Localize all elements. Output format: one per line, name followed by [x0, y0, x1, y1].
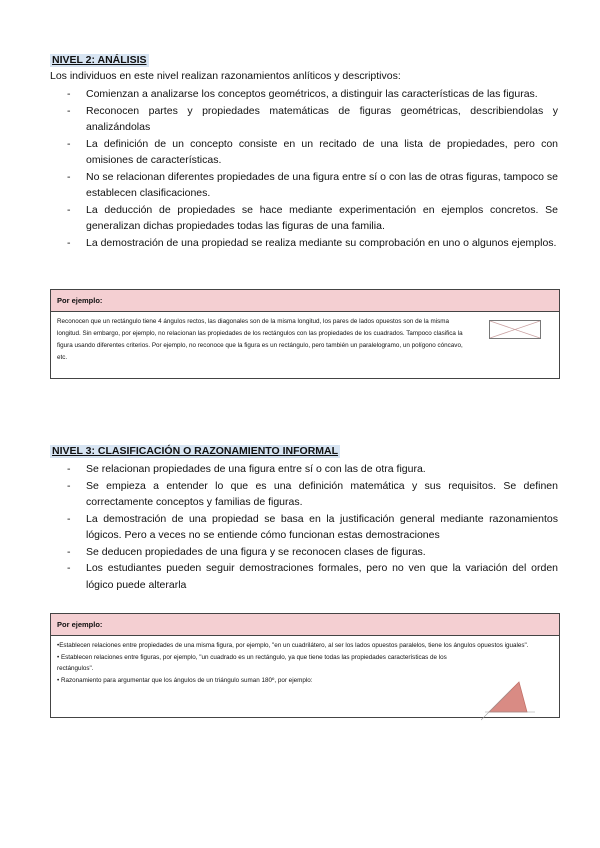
example-line: • Establecen relaciones entre figuras, por ejemplo, "un cuadrado es un rectángulo, ya que tiene todas las propiedades características de los rectángulos".	[57, 654, 447, 672]
list-item: - La demostración de una propiedad se realiza mediante su comprobación en uno o algunos ejemplos.	[67, 236, 557, 249]
triangle-diagram	[481, 676, 537, 722]
list-item: - La definición de un concepto consiste en un recitado de una lista de propiedades, pero con omisiones de características.	[67, 137, 558, 166]
example-line: • Razonamiento para argumentar que los ángulos de un triángulo suman 180º, por ejemplo:	[57, 677, 313, 684]
list-item: - Se relacionan propiedades de una figura entre sí o con las de otra figura.	[67, 463, 426, 475]
list-item: - La deducción de propiedades se hace mediante experimentación en ejemplos concretos. Se generalizan dichas propiedades todas las figuras de una familia.	[67, 203, 558, 232]
list-item: - Comienzan a analizarse los conceptos geométricos, a distinguir las características de las figuras.	[67, 88, 538, 100]
level2-example-box	[50, 289, 560, 379]
level2-bullet-list	[50, 86, 558, 251]
list-item: - Se deducen propiedades de una figura y se reconocen clases de figuras.	[67, 545, 426, 558]
list-item: - Reconocen partes y propiedades matemáticas de figuras geométricas, describiendolas y analizándolas	[67, 104, 558, 133]
level3-heading: NIVEL 3: CLASIFICACIÓN O RAZONAMIENTO INFORMAL	[52, 445, 339, 457]
list-item: - Se empieza a entender lo que es una definición matemática y sus requisitos. Se definen correctamente conceptos y familias de figuras.	[67, 479, 558, 508]
rectangle-diagram	[489, 320, 541, 339]
list-item: - La demostración de una propiedad se basa en la justificación general mediante razonamientos lógicos. Pero a veces no se entiende cómo funcionan estas demostraciones	[67, 512, 558, 541]
level3-example-box	[50, 613, 560, 718]
example-line: •Establecen relaciones entre propiedades de una misma figura, por ejemplo, "en un cuadrilátero, al ser los lados opuestos paralelos, tiene los ángulos opuestos iguales".	[57, 642, 529, 649]
list-item: - No se relacionan diferentes propiedades de una figura entre sí o con las de otras figuras, tampoco se establecen clasificaciones.	[67, 170, 558, 199]
level3-bullet-list	[50, 461, 558, 593]
example-text: Reconocen que un rectángulo tiene 4 ángulos rectos, las diagonales son de la misma longitud, los pares de lados opuestos son de la misma longitud. Sin embargo, por ejemplo, no relacionan las propiedades de los rectángulos con las propiedades de los cuadrados. Tampoco clasifica la figura usando diferentes criterios. Por ejemplo, no reconoce que la figura es un rectángulo, pero también un paralelogramo, un polígono cóncavo, etc.	[57, 318, 463, 361]
example-label: Por ejemplo:	[51, 290, 559, 312]
level2-intro: Los individuos en este nivel realizan razonamientos anlíticos y descriptivos:	[50, 70, 401, 82]
level2-heading: NIVEL 2: ANÁLISIS	[52, 54, 147, 66]
list-item: - Los estudiantes pueden seguir demostraciones formales, pero no ven que la variación del orden lógico puede alterarla	[67, 562, 558, 591]
example-label: Por ejemplo:	[51, 614, 559, 636]
